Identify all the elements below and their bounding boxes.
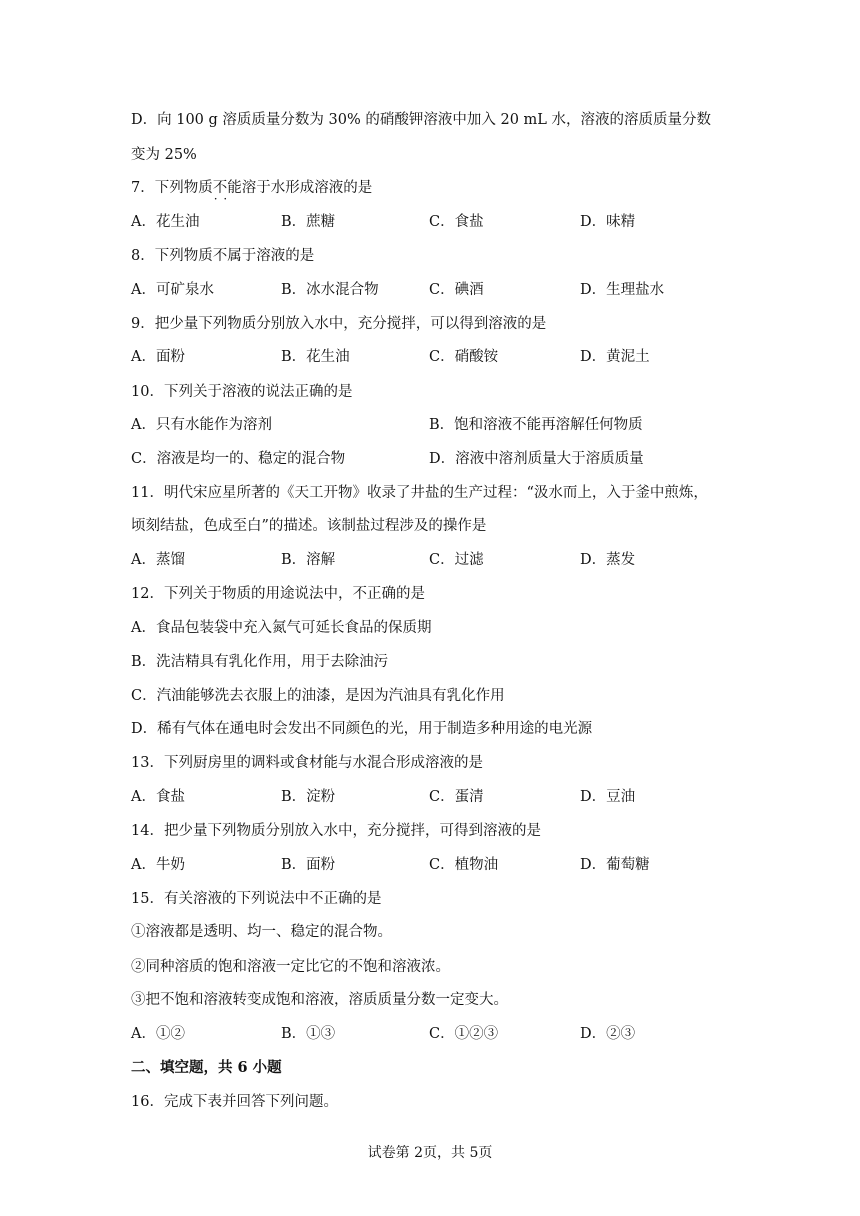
q7-stem-pre: 7．下列物质: [131, 180, 213, 196]
section-heading: 二、填空题，共 6 小题: [131, 1059, 282, 1076]
page-footer: 试卷第 2页，共 5页: [367, 1145, 493, 1161]
q14-option: C．植物油: [429, 857, 499, 873]
q13-option: B．淀粉: [281, 789, 336, 805]
q7-option: A．花生油: [131, 214, 200, 230]
q11-options: [131, 550, 731, 570]
q8-option: A．可矿泉水: [131, 282, 214, 298]
q10-option: D．溶液中溶剂质量大于溶质质量: [429, 451, 644, 467]
q14-option: D．葡萄糖: [580, 857, 650, 873]
q10-option: C．溶液是均一的、稳定的混合物: [131, 451, 346, 467]
q6-option-d-line1: D．向 100 g 溶质质量分数为 30% 的硝酸钾溶液中加入 20 mL 水，溶液的溶质质量分数: [131, 112, 712, 128]
q8-options: [131, 280, 731, 300]
q9-options: [131, 347, 731, 367]
q10-stem: 10．下列关于溶液的说法正确的是: [131, 384, 353, 400]
q11-option: A．蒸馏: [131, 552, 185, 568]
q16-stem: 16．完成下表并回答下列问题。: [131, 1094, 338, 1110]
q15-stem: 15．有关溶液的下列说法中不正确的是: [131, 891, 382, 907]
q14-stem: 14．把少量下列物质分别放入水中，充分搅拌，可得到溶液的是: [131, 823, 541, 839]
q14-option: B．面粉: [281, 857, 336, 873]
q9-option: A．面粉: [131, 349, 185, 365]
q9-stem: 9．把少量下列物质分别放入水中，充分搅拌，可以得到溶液的是: [131, 316, 547, 332]
q7-stem-post: 溶于水形成溶液的是: [241, 180, 373, 196]
q13-option: C．蛋清: [429, 789, 484, 805]
q12-option: B．洗洁精具有乳化作用，用于去除油污: [131, 654, 389, 670]
q6-option-d-line2: 变为 25%: [131, 147, 197, 163]
q11-option: D．蒸发: [580, 552, 636, 568]
q7-options: [131, 212, 731, 232]
q8-option: C．碘酒: [429, 282, 484, 298]
q12-option: D．稀有气体在通电时会发出不同颜色的光，用于制造多种用途的电光源: [131, 721, 593, 737]
q15-statement: ③把不饱和溶液转变成饱和溶液，溶质质量分数一定变大。: [131, 992, 508, 1008]
q10-option: B．饱和溶液不能再溶解任何物质: [429, 417, 643, 433]
q15-option: D．②③: [580, 1026, 636, 1042]
q13-option: D．豆油: [580, 789, 636, 805]
q13-options: [131, 787, 731, 807]
q10-options-row2: [131, 449, 731, 469]
q7-option: D．味精: [580, 214, 636, 230]
q15-option: C．①②③: [429, 1026, 499, 1042]
q13-option: A．食盐: [131, 789, 185, 805]
q7-option: B．蔗糖: [281, 214, 336, 230]
q15-statement: ①溶液都是透明、均一、稳定的混合物。: [131, 924, 392, 940]
q12-option: A．食品包装袋中充入氮气可延长食品的保质期: [131, 620, 432, 636]
q13-stem: 13．下列厨房里的调料或食材能与水混合形成溶液的是: [131, 755, 483, 771]
q14-options: [131, 855, 731, 875]
q7-stem-emphasis: 不能 · ·: [213, 178, 242, 198]
q12-option: C．汽油能够洗去衣服上的油漆，是因为汽油具有乳化作用: [131, 688, 505, 704]
q11-option: C．过滤: [429, 552, 484, 568]
q7-stem: [131, 178, 372, 198]
q8-stem: 8．下列物质不属于溶液的是: [131, 248, 315, 264]
q11-stem-line2: 顷刻结盐，色成至白”的描述。该制盐过程涉及的操作是: [131, 518, 487, 534]
q9-option: D．黄泥土: [580, 349, 650, 365]
q8-option: D．生理盐水: [580, 282, 665, 298]
q15-option: B．①③: [281, 1026, 336, 1042]
q7-option: C．食盐: [429, 214, 484, 230]
q14-option: A．牛奶: [131, 857, 185, 873]
q12-stem: 12．下列关于物质的用途说法中，不正确的是: [131, 586, 425, 602]
q15-statement: ②同种溶质的饱和溶液一定比它的不饱和溶液浓。: [131, 959, 450, 975]
q8-option: B．冰水混合物: [281, 282, 379, 298]
q9-option: B．花生油: [281, 349, 350, 365]
q9-option: C．硝酸铵: [429, 349, 499, 365]
q15-options: [131, 1024, 731, 1044]
q10-option: A．只有水能作为溶剂: [131, 417, 272, 433]
q11-option: B．溶解: [281, 552, 336, 568]
q15-option: A．①②: [131, 1026, 185, 1042]
q10-options-row1: [131, 415, 731, 435]
q11-stem-line1: 11．明代宋应星所著的《天工开物》收录了井盐的生产过程：“汲水而上，入于釜中煎炼，: [131, 485, 708, 501]
